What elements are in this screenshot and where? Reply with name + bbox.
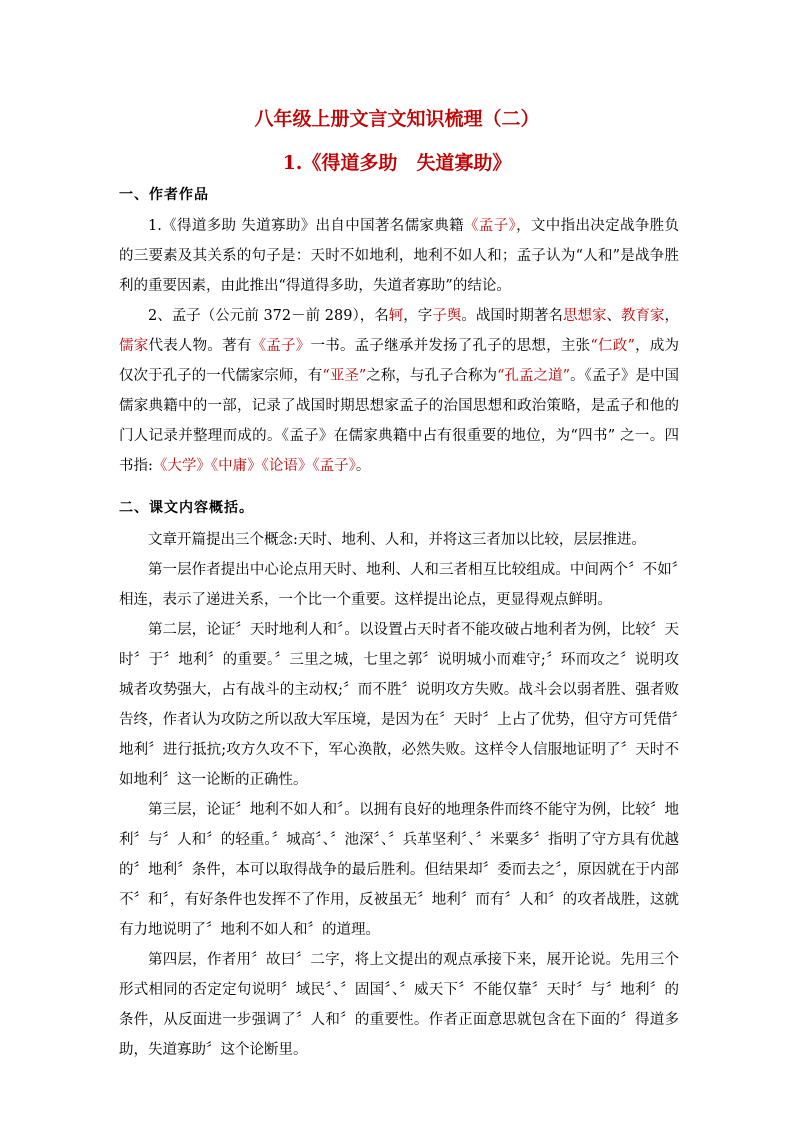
document-subtitle: 1.《得道多助 失道寡助》 — [282, 152, 512, 174]
p2-highlight-kongmeng: “孔孟之道” — [497, 368, 571, 384]
p1-highlight-mengzi: 《孟子》 — [463, 218, 517, 234]
p1-text-a: 1.《得道多助 失道寡助》出自中国著名儒家典籍 — [148, 218, 464, 234]
p2-highlight-four-books: 《大学》《中庸》《论语》《孟子》 — [152, 458, 356, 474]
p2-text-g: 、 — [606, 308, 621, 324]
p2-text-k: 代表人物。著有 — [148, 338, 252, 354]
p2-text-e: 。战国时期著名 — [461, 308, 563, 324]
p2-text-q: 之称，与孔子合称为 — [366, 368, 498, 384]
paragraph-3: 文章开篇提出三个概念:天时、地利、人和，并将这三者加以比较，层层推进。 — [148, 532, 646, 548]
p2-highlight-yasheng: “亚圣” — [322, 368, 367, 384]
p2-text-s: 。《孟子》是中国儒家典籍中的一部，记录了战国时期思想家孟子的治国思想和政治策略，是孟子和他的门人记录并整理而成的。《孟子》在儒家典籍中占有很重要的地位，为“四书” 之一。四书指: — [119, 368, 680, 474]
paragraph-7: 第四层，作者用〞故曰〞二字，将上文提出的观点承接下来，展开论说。先用三个形式相同的否定定句说明〞域民〞、〞固国〞、〞威天下〞不能仅靠〞天时〞与〞地利〞的条件，从反面进一步强调了〞人和〞的重要性。作者正面意思就包含在下面的〞得道多助，失道寡助〞这个论断里。 — [119, 952, 679, 1058]
p2-highlight-thinker: 思想家 — [562, 308, 607, 324]
section-heading-summary: 二、课文内容概括。 — [119, 500, 254, 516]
p2-text-o: ，成为仅次于孔子的一代儒家宗师，有 — [119, 338, 680, 384]
paragraph-4: 第一层作者提出中心论点用天时、地利、人和三者相互比较组成。中间两个〞不如〞相连，表示了递进关系，一个比一个重要。这样提出论点，更显得观点鲜明。 — [119, 562, 679, 608]
section-heading-author-works: 一、作者作品 — [119, 187, 209, 203]
p2-text-u: 。 — [355, 458, 371, 474]
p2-text-c: ，字 — [403, 308, 433, 324]
p1-text-c: ，文中指出决定战争胜负的三要素及其关系的句子是：天时不如地利，地利不如人和；孟子认为“人和”是战争胜利的重要因素，由此推出“得道得多助，失道者寡助”的结论。 — [119, 218, 680, 294]
paragraph-block-2 — [119, 525, 679, 1065]
paragraph-block-1 — [119, 211, 679, 481]
p2-text-a: 2、孟子（公元前 372－前 289），名 — [148, 308, 389, 324]
p2-highlight-confucian: 儒家 — [119, 338, 149, 354]
document-title: 八年级上册文言文知识梳理（二） — [254, 108, 540, 130]
p2-highlight-ziyu: 子舆 — [432, 308, 462, 324]
paragraph-5: 第二层，论证〞天时地利人和〞。以设置占天时者不能攻破占地利者为例，比较〞天时〞于〞地利〞的重要。〞三里之城，七里之郭〞说明城小而难守;〞环而攻之〞说明攻城者攻势强大，占有战斗的主动权;〞而不胜〞说明攻方失败。战斗会以弱者胜、强者败告终，作者认为攻防之所以敌大军压境，是因为在〞天时〞上占了优势，但守方可凭借〞地利〞进行抵抗;攻方久攻不下，军心涣散，必然失败。这样令人信服地证明了〞天时不如地利〞这一论断的正确性。 — [119, 622, 679, 788]
paragraph-2 — [119, 301, 679, 481]
p2-highlight-renzheng: “仁政” — [590, 338, 635, 354]
p2-highlight-educator: 教育家 — [621, 308, 665, 324]
paragraph-6: 第三层，论证〞地利不如人和〞。以拥有良好的地理条件而终不能守为例，比较〞地利〞与〞人和〞的轻重。〞城高〞、〞池深〞、〞兵革坚利〞、〞米粟多〞指明了守方具有优越的〞地利〞条件，本可以取得战争的最后胜利。但结果却〞委而去之〞，原因就在于内部不〞和〞，有好条件也发挥不了作用，反被虽无〞地利〞而有〞人和〞的攻者战胜，这就有力地说明了〞地利不如人和〞的道理。 — [119, 802, 679, 938]
paragraph-1 — [119, 211, 679, 301]
p2-text-i: ， — [664, 308, 680, 324]
p2-highlight-ke: 轲 — [388, 308, 404, 324]
p2-highlight-mengzi-book: 《孟子》 — [251, 338, 311, 354]
p2-text-m: 一书。孟子继承并发扬了孔子的思想，主张 — [310, 338, 591, 354]
